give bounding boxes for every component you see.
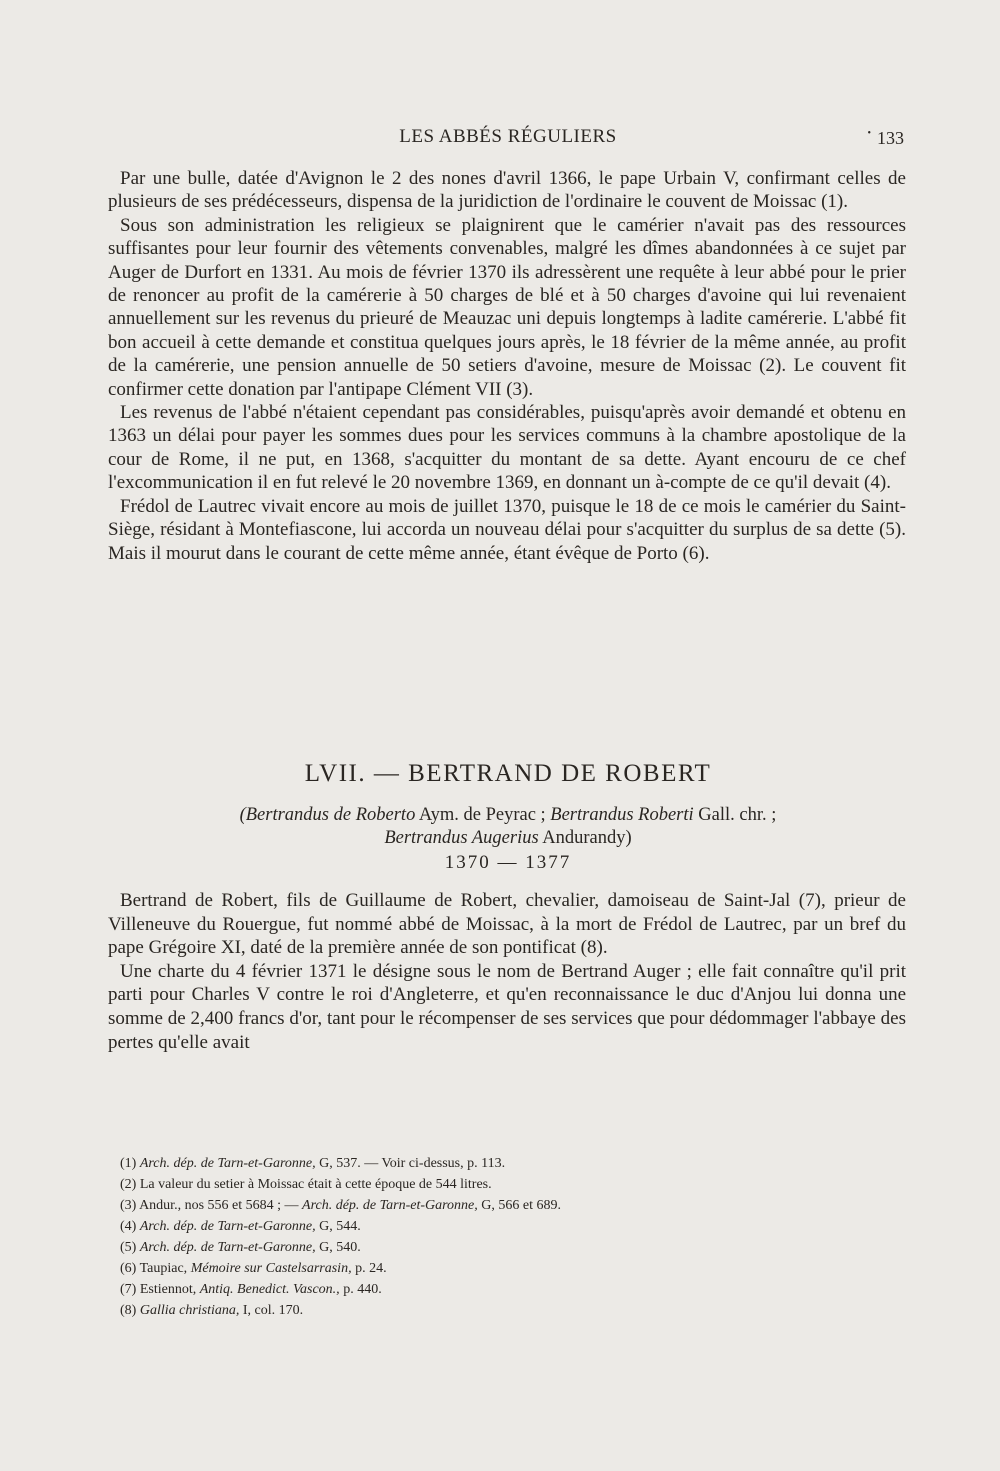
footnote: (1) Arch. dép. de Tarn-et-Garonne, G, 537. — Voir ci-dessus, p. 113.	[120, 1156, 506, 1171]
section-subtitle	[108, 804, 908, 850]
section-frédol-text	[108, 167, 906, 565]
subtitle-name: Bertrandus Augerius	[384, 828, 539, 848]
subtitle-source: Aym. de Peyrac ;	[415, 805, 551, 825]
section-heading: LVII. — BERTRAND DE ROBERT	[304, 760, 712, 787]
footnotes	[120, 1153, 820, 1321]
footnote: (5) Arch. dép. de Tarn-et-Garonne, G, 540.	[120, 1240, 361, 1255]
running-title: LES ABBÉS RÉGULIERS	[399, 126, 617, 147]
footnote: (3) Andur., nos 556 et 5684 ; — Arch. dép. de Tarn-et-Garonne, G, 566 et 689.	[120, 1198, 561, 1213]
paragraph: Par une bulle, datée d'Avignon le 2 des nones d'avril 1366, le pape Urbain V, confirmant celles de plusieurs de ses prédécesseurs, dispensa de la juridiction de l'ordinaire le couvent de Moissac (1).	[108, 168, 906, 213]
footnote: (6) Taupiac, Mémoire sur Castelsarrasin, p. 24.	[120, 1261, 387, 1276]
subtitle-name: (Bertrandus de Roberto	[239, 805, 416, 825]
footnote: (4) Arch. dép. de Tarn-et-Garonne, G, 544.	[120, 1219, 361, 1234]
subtitle-name: Bertrandus Roberti	[550, 805, 694, 825]
paragraph: Frédol de Lautrec vivait encore au mois de juillet 1370, puisque le 18 de ce mois le camérier du Saint-Siège, résidant à Montefiascone, lui accorda un nouveau délai pour s'acquitter du surplus de sa dette (5). Mais il mourut dans le courant de cette même année, étant évêque de Porto (6).	[108, 495, 906, 564]
paragraph: Une charte du 4 février 1371 le désigne sous le nom de Bertrand Auger ; elle fait connaître qu'il prit parti pour Charles V contre le roi d'Angleterre, et qu'en reconnaissance le duc d'Anjou lui donna une somme de 2,400 francs d'or, tant pour le récompenser de ses services que pour dédommager l'abbaye des pertes qu'elle avait	[108, 960, 906, 1053]
page-number	[867, 128, 904, 149]
page-number-value: 133	[877, 128, 904, 148]
section-bertrand-text	[108, 889, 906, 1054]
subtitle-source: Gall. chr. ;	[693, 805, 777, 825]
paragraph: Les revenus de l'abbé n'étaient cependant pas considérables, puisqu'après avoir demandé et obtenu en 1363 un délai pour payer les sommes dues pour les services communs à la chambre apostolique de la cour de Rome, il ne put, en 1368, s'acquitter du montant de sa dette. Ayant encouru de ce chef l'excommunication il en fut relevé le 20 novembre 1369, en donnant un à-compte de ce qu'il devait (4).	[108, 402, 906, 494]
ornament-mark: •	[867, 128, 871, 139]
paragraph: Bertrand de Robert, fils de Guillaume de Robert, chevalier, damoiseau de Saint-Jal (7), prieur de Villeneuve du Rouergue, fut nommé abbé de Moissac, à la mort de Frédol de Lautrec, par un bref du pape Grégoire XI, daté de la première année de son pontificat (8).	[108, 890, 906, 959]
footnote: (7) Estiennot, Antiq. Benedict. Vascon., p. 440.	[120, 1282, 382, 1297]
footnote: (2) La valeur du setier à Moissac était à cette époque de 544 litres.	[120, 1177, 492, 1192]
paragraph: Sous son administration les religieux se plaignirent que le camérier n'avait pas des ressources suffisantes pour leur fournir des vêtements convenables, malgré les dîmes abandonnées à ce sujet par Auger de Durfort en 1331. Au mois de février 1370 ils adressèrent une requête à leur abbé pour le prier de renoncer au profit de la camérerie à 50 charges de blé et à 50 charges d'avoine qui lui revenaient annuellement sur les revenus du prieuré de Meauzac uni depuis longtemps à ladite camérerie. L'abbé fit bon accueil à cette demande et constitua quelques jours après, le 18 février de la même année, au profit de la camérerie, une pension annuelle de 50 setiers d'avoine, mesure de Moissac (2). Le couvent fit confirmer cette donation par l'antipape Clément VII (3).	[108, 214, 906, 400]
section-dates: 1370 — 1377	[444, 852, 572, 873]
subtitle-line	[108, 804, 908, 827]
footnote: (8) Gallia christiana, I, col. 170.	[120, 1303, 304, 1318]
subtitle-source: Andurandy)	[538, 828, 632, 848]
subtitle-line	[108, 827, 908, 850]
